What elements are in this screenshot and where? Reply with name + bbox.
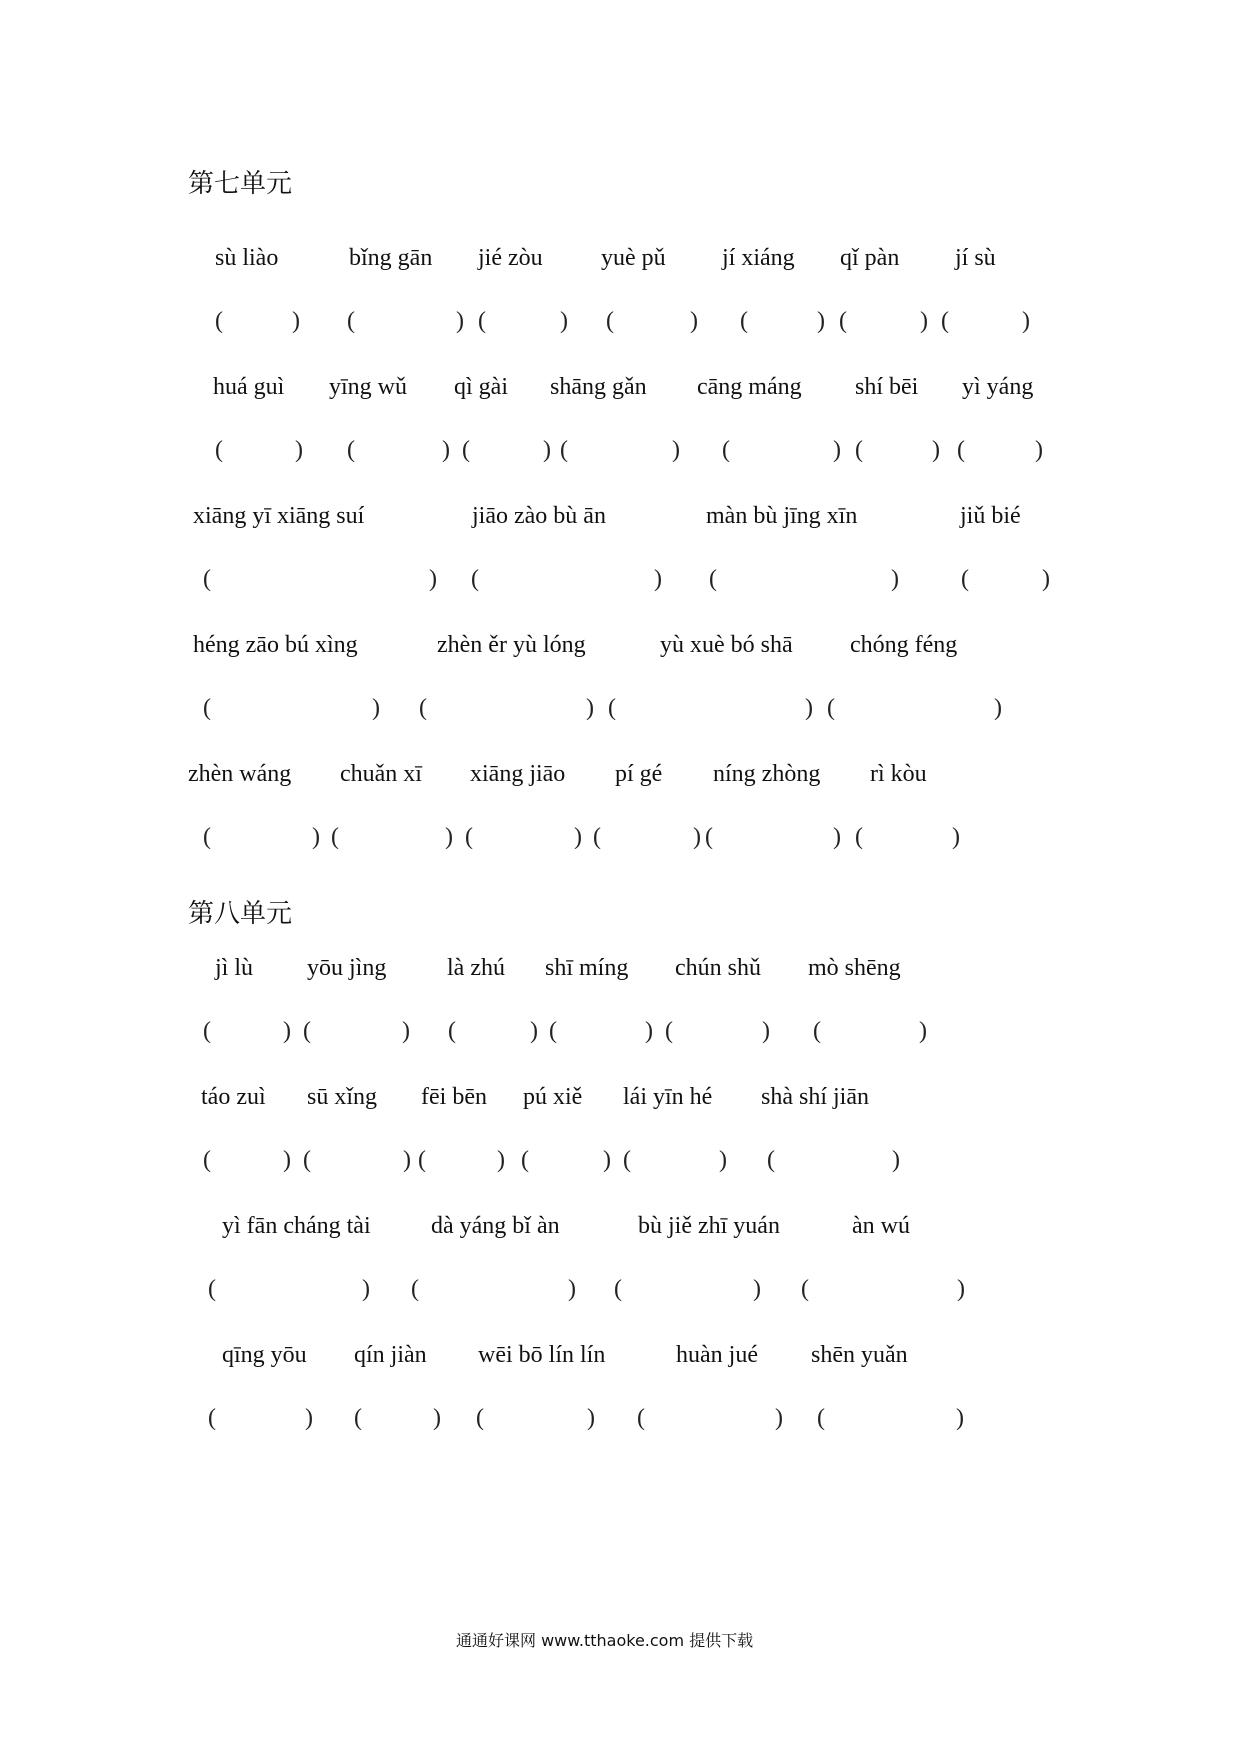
pinyin-word: chóng féng bbox=[850, 632, 958, 658]
right-paren: ) bbox=[833, 824, 841, 850]
right-paren: ) bbox=[1022, 308, 1030, 334]
right-paren: ) bbox=[433, 1405, 441, 1431]
right-paren: ) bbox=[775, 1405, 783, 1431]
left-paren: ( bbox=[331, 824, 339, 850]
left-paren: ( bbox=[215, 437, 223, 463]
right-paren: ) bbox=[690, 308, 698, 334]
left-paren: ( bbox=[303, 1147, 311, 1173]
left-paren: ( bbox=[813, 1018, 821, 1044]
pinyin-word: jí sù bbox=[955, 245, 996, 271]
left-paren: ( bbox=[203, 1147, 211, 1173]
pinyin-word: yù xuè bó shā bbox=[660, 632, 793, 658]
right-paren: ) bbox=[543, 437, 551, 463]
left-paren: ( bbox=[855, 824, 863, 850]
right-paren: ) bbox=[292, 308, 300, 334]
right-paren: ) bbox=[994, 695, 1002, 721]
pinyin-word: shī míng bbox=[545, 955, 629, 981]
right-paren: ) bbox=[312, 824, 320, 850]
answer-blank[interactable] bbox=[705, 824, 847, 854]
left-paren: ( bbox=[208, 1276, 216, 1302]
pinyin-word: jiāo zào bù ān bbox=[472, 503, 606, 529]
right-paren: ) bbox=[445, 824, 453, 850]
pinyin-word: xiāng yī xiāng suí bbox=[193, 503, 365, 529]
right-paren: ) bbox=[283, 1018, 291, 1044]
right-paren: ) bbox=[587, 1405, 595, 1431]
pinyin-word: bǐng gān bbox=[349, 245, 433, 271]
pinyin-word: yì yáng bbox=[962, 374, 1034, 400]
left-paren: ( bbox=[801, 1276, 809, 1302]
answer-blank[interactable] bbox=[411, 1276, 582, 1306]
right-paren: ) bbox=[932, 437, 940, 463]
pinyin-word: yì fān cháng tài bbox=[222, 1213, 371, 1239]
pinyin-word: xiāng jiāo bbox=[470, 761, 566, 787]
right-paren: ) bbox=[833, 437, 841, 463]
left-paren: ( bbox=[203, 695, 211, 721]
answer-blank[interactable] bbox=[709, 566, 905, 596]
answer-blank[interactable] bbox=[203, 695, 386, 725]
answer-blank[interactable] bbox=[347, 437, 456, 467]
answer-blank[interactable] bbox=[957, 437, 1049, 467]
right-paren: ) bbox=[530, 1018, 538, 1044]
right-paren: ) bbox=[560, 308, 568, 334]
answer-blank[interactable] bbox=[203, 824, 326, 854]
pinyin-word: huàn jué bbox=[676, 1342, 758, 1368]
left-paren: ( bbox=[722, 437, 730, 463]
right-paren: ) bbox=[919, 1018, 927, 1044]
right-paren: ) bbox=[295, 437, 303, 463]
section-heading: 第七单元 bbox=[188, 169, 293, 198]
pinyin-word: wēi bō lín lín bbox=[478, 1342, 606, 1368]
pinyin-word: yuè pǔ bbox=[601, 245, 666, 271]
answer-blank[interactable] bbox=[961, 566, 1056, 596]
left-paren: ( bbox=[665, 1018, 673, 1044]
left-paren: ( bbox=[839, 308, 847, 334]
left-paren: ( bbox=[740, 308, 748, 334]
answer-blank[interactable] bbox=[855, 824, 966, 854]
right-paren: ) bbox=[654, 566, 662, 592]
pinyin-word: qín jiàn bbox=[354, 1342, 427, 1368]
pinyin-word: là zhú bbox=[447, 955, 505, 981]
pinyin-word: rì kòu bbox=[870, 761, 927, 787]
answer-blank[interactable] bbox=[208, 1276, 376, 1306]
footer-note: 通通好课网 www.tthaoke.com 提供下载 bbox=[456, 1631, 754, 1650]
pinyin-word: qīng yōu bbox=[222, 1342, 307, 1368]
left-paren: ( bbox=[347, 437, 355, 463]
pinyin-word: héng zāo bú xìng bbox=[193, 632, 358, 658]
left-paren: ( bbox=[637, 1405, 645, 1431]
left-paren: ( bbox=[941, 308, 949, 334]
pinyin-word: fēi bēn bbox=[421, 1084, 487, 1110]
pinyin-word: pí gé bbox=[615, 761, 663, 787]
right-paren: ) bbox=[693, 824, 701, 850]
left-paren: ( bbox=[593, 824, 601, 850]
pinyin-word: qì gài bbox=[454, 374, 508, 400]
answer-blank[interactable] bbox=[347, 308, 470, 338]
answer-blank[interactable] bbox=[203, 1147, 297, 1177]
left-paren: ( bbox=[215, 308, 223, 334]
answer-blank[interactable] bbox=[303, 1147, 417, 1177]
answer-blank[interactable] bbox=[623, 1147, 733, 1177]
left-paren: ( bbox=[827, 695, 835, 721]
left-paren: ( bbox=[608, 695, 616, 721]
left-paren: ( bbox=[705, 824, 713, 850]
right-paren: ) bbox=[429, 566, 437, 592]
answer-blank[interactable] bbox=[203, 1018, 297, 1048]
pinyin-word: lái yīn hé bbox=[623, 1084, 713, 1110]
pinyin-word: chuǎn xī bbox=[340, 761, 422, 787]
pinyin-word: zhèn wáng bbox=[188, 761, 292, 787]
answer-blank[interactable] bbox=[215, 308, 306, 338]
right-paren: ) bbox=[891, 566, 899, 592]
right-paren: ) bbox=[574, 824, 582, 850]
answer-blank[interactable] bbox=[419, 695, 600, 725]
pinyin-word: yīng wǔ bbox=[329, 374, 407, 400]
left-paren: ( bbox=[465, 824, 473, 850]
right-paren: ) bbox=[892, 1147, 900, 1173]
left-paren: ( bbox=[411, 1276, 419, 1302]
pinyin-word: màn bù jīng xīn bbox=[706, 503, 858, 529]
pinyin-word: zhèn ěr yù lóng bbox=[437, 632, 586, 658]
answer-blank[interactable] bbox=[839, 308, 934, 338]
answer-blank[interactable] bbox=[521, 1147, 617, 1177]
right-paren: ) bbox=[645, 1018, 653, 1044]
answer-blank[interactable] bbox=[813, 1018, 933, 1048]
answer-blank[interactable] bbox=[203, 566, 443, 596]
answer-blank[interactable] bbox=[448, 1018, 544, 1048]
pinyin-word: àn wú bbox=[852, 1213, 910, 1239]
answer-blank[interactable] bbox=[606, 308, 704, 338]
right-paren: ) bbox=[305, 1405, 313, 1431]
left-paren: ( bbox=[203, 566, 211, 592]
answer-blank[interactable] bbox=[801, 1276, 971, 1306]
right-paren: ) bbox=[753, 1276, 761, 1302]
pinyin-word: huá guì bbox=[213, 374, 285, 400]
left-paren: ( bbox=[961, 566, 969, 592]
answer-blank[interactable] bbox=[593, 824, 707, 854]
answer-blank[interactable] bbox=[208, 1405, 319, 1435]
left-paren: ( bbox=[303, 1018, 311, 1044]
pinyin-word: dà yáng bǐ àn bbox=[431, 1213, 560, 1239]
right-paren: ) bbox=[1042, 566, 1050, 592]
pinyin-word: níng zhòng bbox=[713, 761, 821, 787]
right-paren: ) bbox=[672, 437, 680, 463]
right-paren: ) bbox=[362, 1276, 370, 1302]
left-paren: ( bbox=[471, 566, 479, 592]
left-paren: ( bbox=[208, 1405, 216, 1431]
right-paren: ) bbox=[372, 695, 380, 721]
left-paren: ( bbox=[623, 1147, 631, 1173]
left-paren: ( bbox=[418, 1147, 426, 1173]
pinyin-word: shà shí jiān bbox=[761, 1084, 869, 1110]
right-paren: ) bbox=[442, 437, 450, 463]
answer-blank[interactable] bbox=[855, 437, 946, 467]
right-paren: ) bbox=[805, 695, 813, 721]
pinyin-word: sū xǐng bbox=[307, 1084, 378, 1110]
answer-blank[interactable] bbox=[941, 308, 1036, 338]
pinyin-word: jié zòu bbox=[478, 245, 543, 271]
left-paren: ( bbox=[478, 308, 486, 334]
right-paren: ) bbox=[1035, 437, 1043, 463]
pinyin-word: mò shēng bbox=[808, 955, 901, 981]
answer-blank[interactable] bbox=[215, 437, 309, 467]
right-paren: ) bbox=[456, 308, 464, 334]
left-paren: ( bbox=[560, 437, 568, 463]
left-paren: ( bbox=[855, 437, 863, 463]
right-paren: ) bbox=[283, 1147, 291, 1173]
pinyin-word: shāng gǎn bbox=[550, 374, 647, 400]
left-paren: ( bbox=[203, 824, 211, 850]
right-paren: ) bbox=[403, 1147, 411, 1173]
left-paren: ( bbox=[767, 1147, 775, 1173]
right-paren: ) bbox=[719, 1147, 727, 1173]
right-paren: ) bbox=[568, 1276, 576, 1302]
answer-blank[interactable] bbox=[476, 1405, 601, 1435]
left-paren: ( bbox=[817, 1405, 825, 1431]
right-paren: ) bbox=[952, 824, 960, 850]
left-paren: ( bbox=[709, 566, 717, 592]
left-paren: ( bbox=[957, 437, 965, 463]
pinyin-word: jiǔ bié bbox=[960, 503, 1021, 529]
answer-blank[interactable] bbox=[560, 437, 686, 467]
answer-blank[interactable] bbox=[465, 824, 588, 854]
pinyin-word: cāng máng bbox=[697, 374, 802, 400]
right-paren: ) bbox=[817, 308, 825, 334]
pinyin-word: chún shǔ bbox=[675, 955, 761, 981]
right-paren: ) bbox=[920, 308, 928, 334]
section-heading: 第八单元 bbox=[188, 899, 293, 928]
pinyin-word: jí xiáng bbox=[722, 245, 795, 271]
pinyin-word: jì lù bbox=[215, 955, 254, 981]
right-paren: ) bbox=[497, 1147, 505, 1173]
pinyin-word: pú xiě bbox=[523, 1084, 583, 1110]
answer-blank[interactable] bbox=[418, 1147, 511, 1177]
answer-blank[interactable] bbox=[303, 1018, 416, 1048]
right-paren: ) bbox=[603, 1147, 611, 1173]
pinyin-word: táo zuì bbox=[201, 1084, 266, 1110]
right-paren: ) bbox=[762, 1018, 770, 1044]
left-paren: ( bbox=[606, 308, 614, 334]
left-paren: ( bbox=[462, 437, 470, 463]
answer-blank[interactable] bbox=[478, 308, 574, 338]
left-paren: ( bbox=[549, 1018, 557, 1044]
pinyin-word: qǐ pàn bbox=[840, 245, 900, 271]
pinyin-word: shēn yuǎn bbox=[811, 1342, 908, 1368]
right-paren: ) bbox=[957, 1276, 965, 1302]
left-paren: ( bbox=[347, 308, 355, 334]
answer-blank[interactable] bbox=[740, 308, 831, 338]
answer-blank[interactable] bbox=[722, 437, 847, 467]
pinyin-word: shí bēi bbox=[855, 374, 919, 400]
right-paren: ) bbox=[956, 1405, 964, 1431]
answer-blank[interactable] bbox=[637, 1405, 789, 1435]
answer-blank[interactable] bbox=[471, 566, 668, 596]
left-paren: ( bbox=[476, 1405, 484, 1431]
answer-blank[interactable] bbox=[614, 1276, 767, 1306]
right-paren: ) bbox=[402, 1018, 410, 1044]
answer-blank[interactable] bbox=[827, 695, 1008, 725]
pinyin-word: sù liào bbox=[215, 245, 279, 271]
pinyin-word: bù jiě zhī yuán bbox=[638, 1213, 780, 1239]
left-paren: ( bbox=[203, 1018, 211, 1044]
left-paren: ( bbox=[448, 1018, 456, 1044]
left-paren: ( bbox=[419, 695, 427, 721]
answer-blank[interactable] bbox=[462, 437, 557, 467]
answer-blank[interactable] bbox=[767, 1147, 906, 1177]
answer-blank[interactable] bbox=[331, 824, 459, 854]
left-paren: ( bbox=[614, 1276, 622, 1302]
answer-blank[interactable] bbox=[549, 1018, 659, 1048]
left-paren: ( bbox=[521, 1147, 529, 1173]
left-paren: ( bbox=[354, 1405, 362, 1431]
right-paren: ) bbox=[586, 695, 594, 721]
answer-blank[interactable] bbox=[354, 1405, 447, 1435]
answer-blank[interactable] bbox=[665, 1018, 776, 1048]
pinyin-word: yōu jìng bbox=[307, 955, 387, 981]
answer-blank[interactable] bbox=[817, 1405, 970, 1435]
answer-blank[interactable] bbox=[608, 695, 819, 725]
